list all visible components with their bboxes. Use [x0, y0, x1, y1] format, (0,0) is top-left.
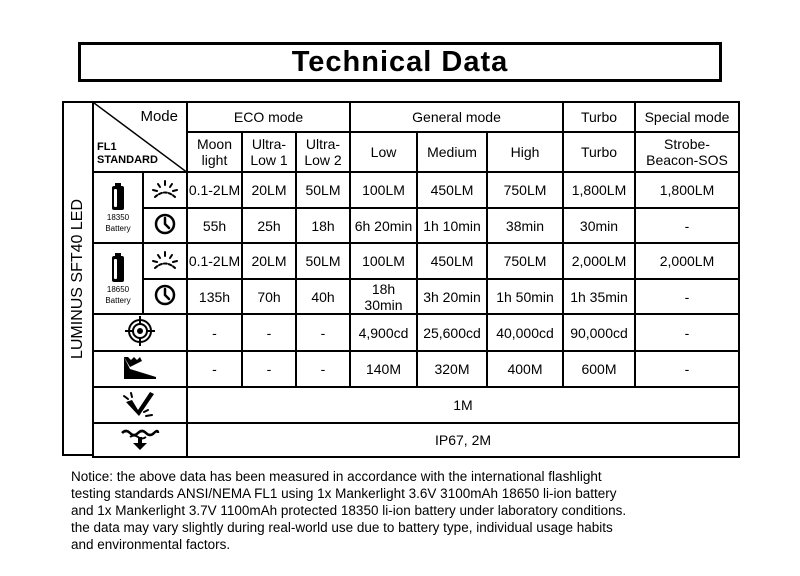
- group-turbo: Turbo: [563, 102, 635, 132]
- value-cell: -: [635, 208, 739, 243]
- page-title: Technical Data: [291, 45, 509, 78]
- value-cell: -: [187, 351, 242, 387]
- mode-label: Mode: [140, 108, 178, 125]
- notice-line: testing standards ANSI/NEMA FL1 using 1x Mankerlight 3.6V 3100mAh 18650 li-ion battery: [71, 486, 617, 501]
- value-cell: 450LM: [417, 172, 487, 208]
- value-cell: 4,900cd: [350, 314, 417, 351]
- value-cell: -: [242, 351, 296, 387]
- value-cell: 18h: [296, 208, 350, 243]
- value-cell: 18h 30min: [350, 279, 417, 314]
- notice-line: the data may vary slightly during real-world use due to battery type, individual usage habits: [71, 520, 613, 535]
- row-18650-output: [93, 243, 739, 279]
- group-special: Special mode: [635, 102, 739, 132]
- value-cell: -: [296, 314, 350, 351]
- impact-value: 1M: [187, 387, 739, 423]
- mode-moonlight: Moon light: [187, 132, 242, 172]
- group-general: General mode: [350, 102, 563, 132]
- value-cell: 1h 35min: [563, 279, 635, 314]
- battery-icon: [111, 183, 125, 211]
- beam-distance-icon: [122, 355, 158, 381]
- row-waterproof: [93, 423, 739, 457]
- mode-low: Low: [350, 132, 417, 172]
- group-eco: ECO mode: [187, 102, 350, 132]
- target-icon: [125, 316, 155, 346]
- impact-icon: [122, 390, 158, 418]
- light-output-icon: [152, 180, 178, 198]
- row-18350-runtime: [93, 208, 739, 243]
- value-cell: 90,000cd: [563, 314, 635, 351]
- light-output-icon-cell: [143, 243, 187, 279]
- standard-label: FL1 STANDARD: [97, 141, 158, 166]
- value-cell: -: [242, 314, 296, 351]
- battery-icon: [111, 253, 125, 283]
- value-cell: 70h: [242, 279, 296, 314]
- value-cell: 450LM: [417, 243, 487, 279]
- value-cell: -: [187, 314, 242, 351]
- value-cell: 2,000LM: [635, 243, 739, 279]
- mode-ultralow1: Ultra- Low 1: [242, 132, 296, 172]
- battery-label: Battery: [105, 223, 131, 233]
- impact-icon-cell: [93, 387, 187, 423]
- battery-label: 18350: [106, 212, 130, 222]
- battery-label: 18650: [106, 284, 130, 294]
- light-output-icon: [152, 251, 178, 269]
- value-cell: 50LM: [296, 172, 350, 208]
- led-label-box: [62, 101, 92, 456]
- clock-icon: [154, 213, 176, 235]
- value-cell: 3h 20min: [417, 279, 487, 314]
- value-cell: 135h: [187, 279, 242, 314]
- value-cell: 40h: [296, 279, 350, 314]
- waterproof-value: IP67, 2M: [187, 423, 739, 457]
- value-cell: 400M: [487, 351, 563, 387]
- value-cell: -: [635, 351, 739, 387]
- clock-icon-cell: [143, 279, 187, 314]
- value-cell: 750LM: [487, 243, 563, 279]
- value-cell: 20LM: [242, 172, 296, 208]
- battery-18350-cell: [93, 172, 143, 243]
- value-cell: 1h 10min: [417, 208, 487, 243]
- row-distance: [93, 351, 739, 387]
- value-cell: 600M: [563, 351, 635, 387]
- beam-distance-icon-cell: [93, 351, 187, 387]
- value-cell: 55h: [187, 208, 242, 243]
- battery-18650-cell: [93, 243, 143, 314]
- spec-table: [92, 101, 740, 458]
- value-cell: 6h 20min: [350, 208, 417, 243]
- mode-ultralow2: Ultra- Low 2: [296, 132, 350, 172]
- notice-line: Notice: the above data has been measured in accordance with the international flashlight: [71, 469, 602, 484]
- target-icon-cell: [93, 314, 187, 351]
- row-18350-output: [93, 172, 739, 208]
- value-cell: 140M: [350, 351, 417, 387]
- value-cell: 100LM: [350, 243, 417, 279]
- mode-high: High: [487, 132, 563, 172]
- value-cell: 40,000cd: [487, 314, 563, 351]
- notice-line: and 1x Mankerlight 3.7V 1100mAh protected 18350 li-ion battery under laboratory conditions.: [71, 503, 627, 518]
- row-intensity: [93, 314, 739, 351]
- led-label: LUMINUS SFT40 LED: [69, 198, 86, 359]
- value-cell: 50LM: [296, 243, 350, 279]
- water-icon: [120, 427, 160, 451]
- value-cell: 1h 50min: [487, 279, 563, 314]
- value-cell: 25h: [242, 208, 296, 243]
- battery-label: Battery: [105, 295, 131, 305]
- mode-turbo: Turbo: [563, 132, 635, 172]
- value-cell: 0.1-2LM: [187, 243, 242, 279]
- title-box: [78, 42, 722, 82]
- water-icon-cell: [93, 423, 187, 457]
- value-cell: 1,800LM: [563, 172, 635, 208]
- value-cell: 320M: [417, 351, 487, 387]
- value-cell: 1,800LM: [635, 172, 739, 208]
- value-cell: -: [635, 314, 739, 351]
- mode-medium: Medium: [417, 132, 487, 172]
- notice-line: and environmental factors.: [71, 537, 231, 552]
- value-cell: -: [296, 351, 350, 387]
- value-cell: 38min: [487, 208, 563, 243]
- value-cell: 0.1-2LM: [187, 172, 242, 208]
- value-cell: 25,600cd: [417, 314, 487, 351]
- value-cell: 2,000LM: [563, 243, 635, 279]
- value-cell: 20LM: [242, 243, 296, 279]
- mode-special: Strobe- Beacon-SOS: [635, 132, 739, 172]
- row-18650-runtime: [93, 279, 739, 314]
- clock-icon: [154, 284, 176, 306]
- value-cell: 750LM: [487, 172, 563, 208]
- clock-icon-cell: [143, 208, 187, 243]
- row-impact: [93, 387, 739, 423]
- value-cell: 30min: [563, 208, 635, 243]
- header-corner: [93, 102, 187, 172]
- notice-text: [71, 468, 771, 553]
- light-output-icon-cell: [143, 172, 187, 208]
- value-cell: -: [635, 279, 739, 314]
- value-cell: 100LM: [350, 172, 417, 208]
